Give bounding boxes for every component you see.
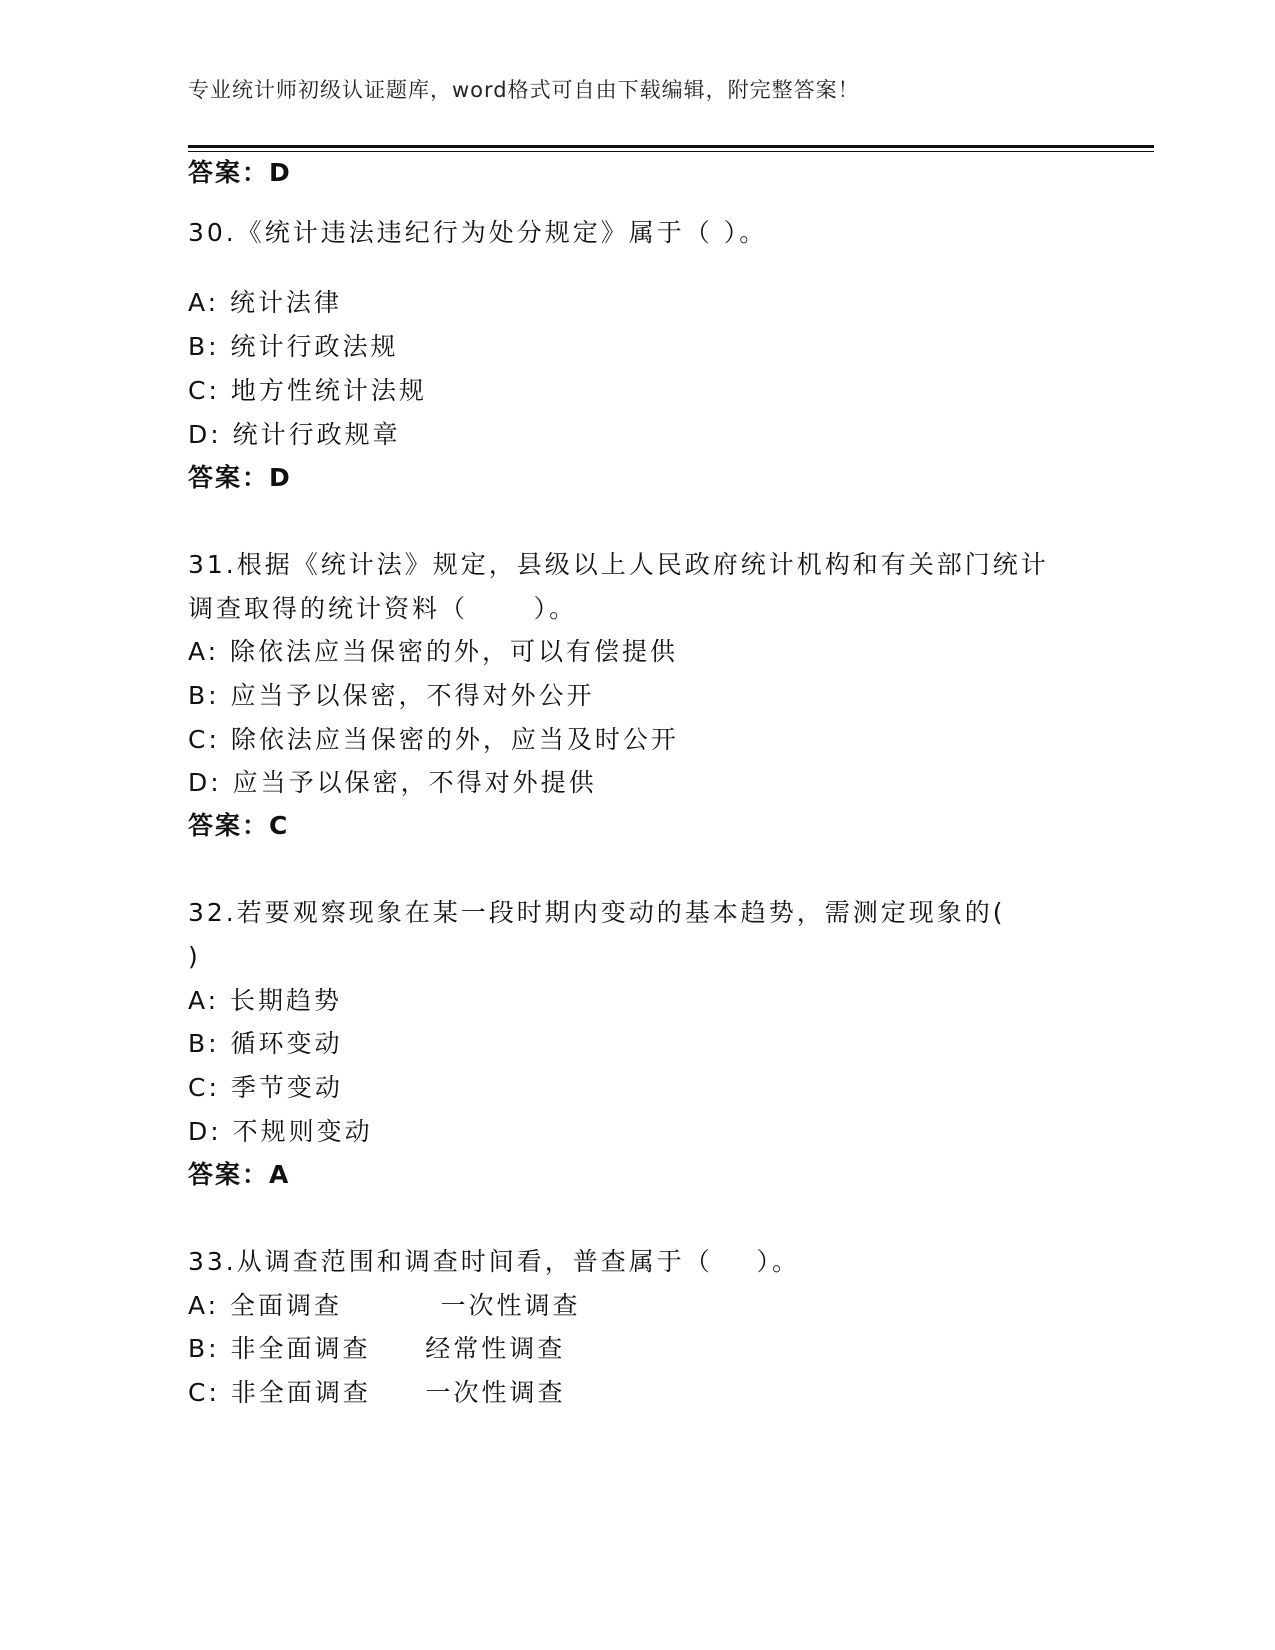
question-31-option-c: C: 除依法应当保密的外，应当及时公开 xyxy=(188,725,679,754)
question-31-option-a: A: 除依法应当保密的外，可以有偿提供 xyxy=(188,637,679,666)
question-33-stem: 33.从调查范围和调查时间看，普查属于（ ）。 xyxy=(188,1247,801,1276)
question-32-stem-line1: 32.若要观察现象在某一段时期内变动的基本趋势，需测定现象的( xyxy=(188,898,1006,927)
prev-answer: 答案：D xyxy=(188,158,292,187)
question-31-answer: 答案：C xyxy=(188,811,290,840)
question-31-option-d: D: 应当予以保密，不得对外提供 xyxy=(188,768,597,797)
question-31-stem-line2: 调查取得的统计资料（ ）。 xyxy=(188,594,578,623)
question-30-option-a: A: 统计法律 xyxy=(188,288,343,317)
question-30-option-d: D: 统计行政规章 xyxy=(188,420,401,449)
question-30-answer: 答案：D xyxy=(188,463,292,492)
question-33-option-a: A: 全面调查 一次性调查 xyxy=(188,1291,581,1320)
question-32-option-c: C: 季节变动 xyxy=(188,1073,343,1102)
question-33-option-b: B: 非全面调查 经常性调查 xyxy=(188,1334,566,1363)
question-32-answer: 答案：A xyxy=(188,1160,291,1189)
page-header: 专业统计师初级认证题库，word格式可自由下载编辑，附完整答案！ xyxy=(188,78,860,102)
question-32-option-b: B: 循环变动 xyxy=(188,1029,343,1058)
question-33-option-c: C: 非全面调查 一次性调查 xyxy=(188,1378,566,1407)
question-32-stem-line2: ) xyxy=(188,942,201,971)
question-32-option-a: A: 长期趋势 xyxy=(188,986,343,1015)
question-30-option-c: C: 地方性统计法规 xyxy=(188,376,427,405)
question-31-stem-line1: 31.根据《统计法》规定，县级以上人民政府统计机构和有关部门统计 xyxy=(188,550,1049,579)
header-rule-thin xyxy=(188,151,1154,152)
question-32-option-d: D: 不规则变动 xyxy=(188,1117,373,1146)
question-30-option-b: B: 统计行政法规 xyxy=(188,332,399,361)
header-rule-thick xyxy=(188,145,1154,148)
question-31-option-b: B: 应当予以保密，不得对外公开 xyxy=(188,681,595,710)
question-30-stem: 30.《统计违法违纪行为处分规定》属于（ ）。 xyxy=(188,218,768,247)
